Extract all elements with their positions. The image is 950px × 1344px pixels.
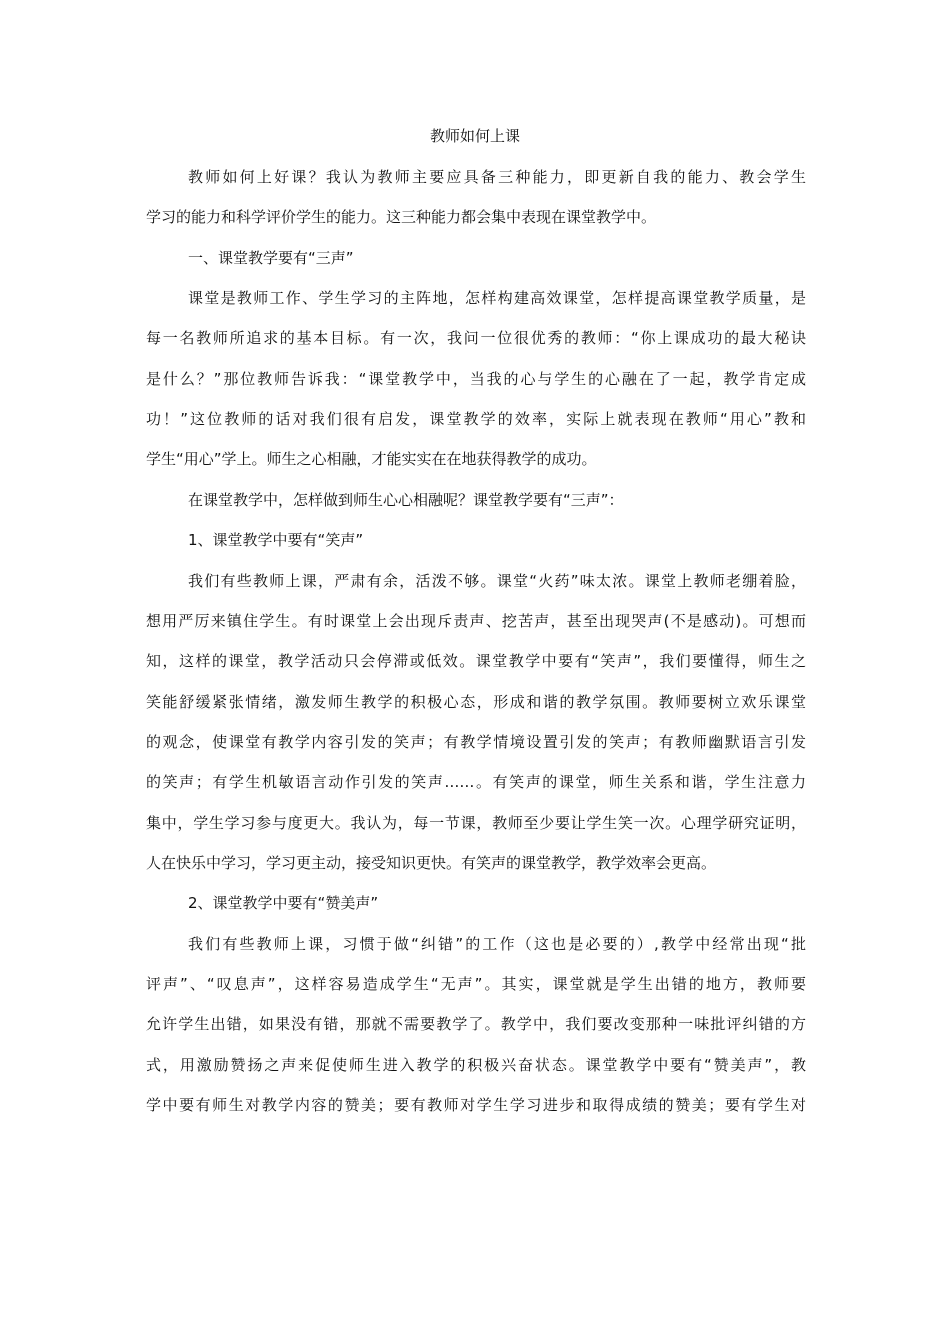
paragraph-line: 想用严厉来镇住学生。有时课堂上会出现斥责声、挖苦声，甚至出现哭声(不是感动)。可想而 (146, 612, 806, 630)
paragraph-line: 的笑声；有学生机敏语言动作引发的笑声……。有笑声的课堂，师生关系和谐，学生注意力 (146, 773, 806, 791)
paragraph-line: 人在快乐中学习，学习更主动，接受知识更快。有笑声的课堂教学，教学效率会更高。 (146, 854, 717, 872)
paragraph-line: 学中要有师生对教学内容的赞美；要有教师对学生学习进步和取得成绩的赞美；要有学生对 (146, 1096, 806, 1114)
paragraph-line: 每一名教师所追求的基本目标。有一次，我问一位很优秀的教师：“你上课成功的最大秘诀 (146, 329, 806, 347)
paragraph-line: 笑能舒缓紧张情绪，激发师生教学的积极心态，形成和谐的教学氛围。教师要树立欢乐课堂 (146, 693, 806, 711)
paragraph-line: 学习的能力和科学评价学生的能力。这三种能力都会集中表现在课堂教学中。 (146, 208, 657, 226)
paragraph-line: 我们有些教师上课，严肃有余，活泼不够。课堂“火药”味太浓。课堂上教师老绷着脸， (188, 572, 806, 590)
paragraph-line: 允许学生出错，如果没有错，那就不需要教学了。教学中，我们要改变那种一味批评纠错的方 (146, 1015, 806, 1033)
paragraph-line: 在课堂教学中，怎样做到师生心心相融呢？课堂教学要有“三声”： (188, 491, 624, 509)
paragraph-line: 1、课堂教学中要有“笑声” (188, 531, 364, 549)
paragraph-line: 一、课堂教学要有“三声” (188, 249, 354, 267)
paragraph-line: 式，用激励赞扬之声来促使师生进入教学的积极兴奋状态。课堂教学中要有“赞美声”，教 (146, 1056, 806, 1074)
document-title: 教师如何上课 (429, 127, 520, 145)
paragraph-line: 功！”这位教师的话对我们很有启发，课堂教学的效率，实际上就表现在教师“用心”教和 (146, 410, 806, 428)
paragraph-line: 课堂是教师工作、学生学习的主阵地，怎样构建高效课堂，怎样提高课堂教学质量，是 (188, 289, 806, 307)
paragraph-line: 评声”、“叹息声”，这样容易造成学生“无声”。其实，课堂就是学生出错的地方，教师要 (146, 975, 806, 993)
paragraph-line: 2、课堂教学中要有“赞美声” (188, 894, 379, 912)
paragraph-line: 学生“用心”学上。师生之心相融，才能实实在在地获得教学的成功。 (146, 450, 597, 468)
paragraph-line: 的观念，使课堂有教学内容引发的笑声；有教学情境设置引发的笑声；有教师幽默语言引发 (146, 733, 806, 751)
paragraph-line: 教师如何上好课？我认为教师主要应具备三种能力，即更新自我的能力、教会学生 (188, 168, 806, 186)
paragraph-line: 我们有些教师上课，习惯于做“纠错”的工作（这也是必要的）,教学中经常出现“批 (188, 935, 806, 953)
paragraph-line: 是什么？”那位教师告诉我：“课堂教学中，当我的心与学生的心融在了一起，教学肯定成 (146, 370, 806, 388)
paragraph-line: 集中，学生学习参与度更大。我认为，每一节课，教师至少要让学生笑一次。心理学研究证明， (146, 814, 806, 832)
paragraph-line: 知，这样的课堂，教学活动只会停滞或低效。课堂教学中要有“笑声”，我们要懂得，师生之 (146, 652, 806, 670)
